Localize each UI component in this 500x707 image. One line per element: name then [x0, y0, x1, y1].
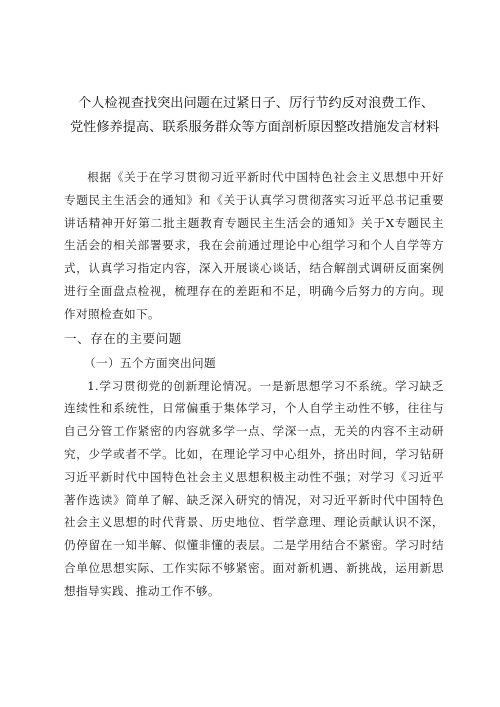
body-paragraph: 1.学习贯彻党的创新理论情况。一是新思想学习不系统。学习缺乏连续性和系统性，日常偏重于集体学习，个人自学主动性不够，往往与自己分管工作紧密的内容就多学一点、学深一点，无关的内容不主动研究，少学或者不学。比如，在理论学习中心组外，挤出时间，学习钻研习近平新时代中国特色社会主义思想积极主动性不强；对学习《习近平著作选读》简单了解、缺乏深入研究的情况，对习近平新时代中国特色社会主义思想的时代背景、历史地位、哲学意理、理论贡献认识不深，仍停留在一知半解、似懂非懂的表层。二是学用结合不紧密。学习时结合单位思想实际、工作实际不够紧密。面对新机遇、新挑战，运用新思想指导实践、推动工作不够。 [64, 378, 444, 598]
document-body [64, 166, 444, 603]
document-title [70, 92, 440, 140]
title-line-1: 个人检视查找突出问题在过紧日子、厉行节约反对浪费工作、 [78, 96, 435, 111]
section-heading: 一、存在的主要问题 [64, 330, 182, 346]
intro-paragraph: 根据《关于在学习贯彻习近平新时代中国特色社会主义思想中开好专题民主生活会的通知》和《关于认真学习贯彻落实习近平总书记重要讲话精神开好第二批主题教育专题民主生活会的通知》关于X专题民主生活会的相关部署要求，我在会前通过理论中心组学习和个人自学等方式，认真学习指定内容，深入开展谈心谈话，结合解剖式调研反面案例进行全面盘点检视，梳理存在的差距和不足，明确今后努力的方向。现作对照检查如下。 [64, 170, 444, 321]
subsection-heading: （一）五个方面突出问题 [84, 355, 216, 370]
title-line-2: 党性修养提高、联系服务群众等方面剖析原因整改措施发言材料 [70, 120, 440, 135]
